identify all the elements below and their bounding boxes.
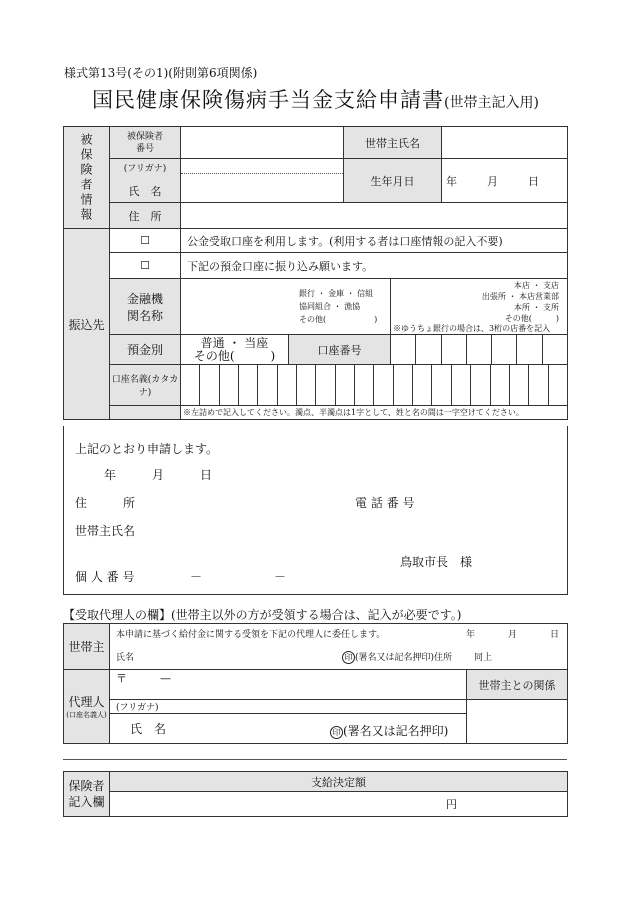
- account-note-spacer: [110, 406, 181, 420]
- name-label-cell: [110, 159, 181, 203]
- proxy-head-label: 世帯主: [64, 624, 110, 670]
- birth-day-unit: 日: [528, 174, 539, 188]
- account-type-options[interactable]: 普通 ・ 当座 その他( ): [181, 335, 289, 365]
- insured-no-field[interactable]: [181, 127, 344, 159]
- applicant-name-label: 世帯主氏名: [75, 524, 136, 538]
- agent-postal-field[interactable]: 〒 —: [110, 670, 467, 700]
- account-no-label: 口座番号: [289, 335, 391, 365]
- yucho-note: ※ゆうちょ銀行の場合は、3桁の店番を記入: [393, 323, 551, 333]
- agent-seal-icon: 印: [330, 726, 343, 739]
- title-sub: (世帯主記入用): [444, 95, 539, 111]
- furigana-label: (フリガナ): [123, 164, 167, 174]
- decision-amount-field[interactable]: 円: [110, 792, 568, 817]
- insurer-label: 保険者記入欄: [64, 772, 110, 817]
- main-form-table: [63, 126, 568, 420]
- proxy-head-field[interactable]: [110, 624, 568, 670]
- proxy-heading: 【受取代理人の欄】(世帯主以外の方が受領する場合は、記入が必要です。): [63, 608, 462, 622]
- option-public-account: 公金受取口座を利用します。(利用する者は口座情報の記入不要): [181, 229, 568, 253]
- account-no-boxes[interactable]: [391, 335, 568, 365]
- account-name-boxes[interactable]: [181, 365, 568, 406]
- seal-icon: 印: [342, 651, 355, 664]
- branch-name-field[interactable]: [391, 279, 568, 335]
- birth-month-unit: 月: [487, 174, 498, 188]
- insured-section-label: 被保険者情報: [64, 127, 110, 229]
- transfer-section-label: 振込先: [64, 229, 110, 420]
- mayor-addressee: 鳥取市長 様: [400, 555, 473, 569]
- form-number: 様式第13号(その1)(附則第6項関係): [64, 66, 258, 80]
- application-statement: 上記のとおり申請します。: [75, 442, 219, 456]
- branch-types: 本店 ・ 支店 出張所 ・ 本店営業部 本所 ・ 支所 その他( ): [481, 280, 559, 323]
- checkbox-bank-account[interactable]: ☐: [110, 253, 181, 279]
- insurer-table: [63, 771, 568, 817]
- decision-label: 支給決定額: [110, 772, 568, 792]
- bank-types: 銀行 ・ 金庫 ・ 信組 協同組合 ・ 漁協 その他( ): [299, 289, 378, 324]
- bank-name-field[interactable]: [181, 279, 391, 335]
- insured-no-label: 被保険者番号: [110, 127, 181, 159]
- page-title: [92, 84, 539, 114]
- account-type-label: 預金別: [110, 335, 181, 365]
- checkbox-public-account[interactable]: ☐: [110, 229, 181, 253]
- head-signature-line: 氏名 印 (署名又は記名押印)住所 同上: [116, 653, 493, 663]
- option-bank-account: 下記の預金口座に振り込み願います。: [181, 253, 568, 279]
- household-head-label: 世帯主氏名: [344, 127, 442, 159]
- household-head-field[interactable]: [442, 127, 568, 159]
- birth-year-unit: 年: [446, 174, 457, 188]
- applicant-phone-label: 電 話 番 号: [355, 496, 415, 510]
- account-name-label: 口座名義(カタカナ): [110, 365, 181, 406]
- personal-no-dashes: － －: [190, 570, 287, 584]
- application-date: 年 月 日: [104, 468, 213, 482]
- bank-name-label: 金融機関名称: [110, 279, 181, 335]
- divider: [63, 759, 567, 760]
- personal-no-label: 個 人 番 号: [75, 570, 135, 584]
- agent-furigana-field[interactable]: (フリガナ): [110, 700, 467, 714]
- relation-label: 世帯主との関係: [467, 670, 568, 700]
- application-block: [63, 426, 568, 595]
- name-field[interactable]: [181, 159, 344, 203]
- delegation-line: 本申請に基づく給付金に関する受領を下記の代理人に委任します。 年 月 日: [116, 630, 560, 640]
- title-main: 国民健康保険傷病手当金支給申請書: [92, 88, 444, 112]
- address-label: 住 所: [110, 203, 181, 229]
- address-field[interactable]: [181, 203, 568, 229]
- account-name-note: ※左詰めで記入してください。濁点、半濁点は1字として、姓と名の間は一字空けてください。: [181, 406, 568, 420]
- agent-name-field[interactable]: 氏 名 印 (署名又は記名押印): [110, 714, 467, 744]
- proxy-table: [63, 623, 568, 744]
- applicant-address-label: 住 所: [75, 496, 136, 510]
- relation-field[interactable]: [467, 700, 568, 744]
- name-label: 氏 名: [128, 185, 162, 198]
- proxy-agent-label: 代理人 (口座名義人): [64, 670, 110, 744]
- birthdate-field[interactable]: [442, 159, 568, 203]
- birthdate-label: 生年月日: [344, 159, 442, 203]
